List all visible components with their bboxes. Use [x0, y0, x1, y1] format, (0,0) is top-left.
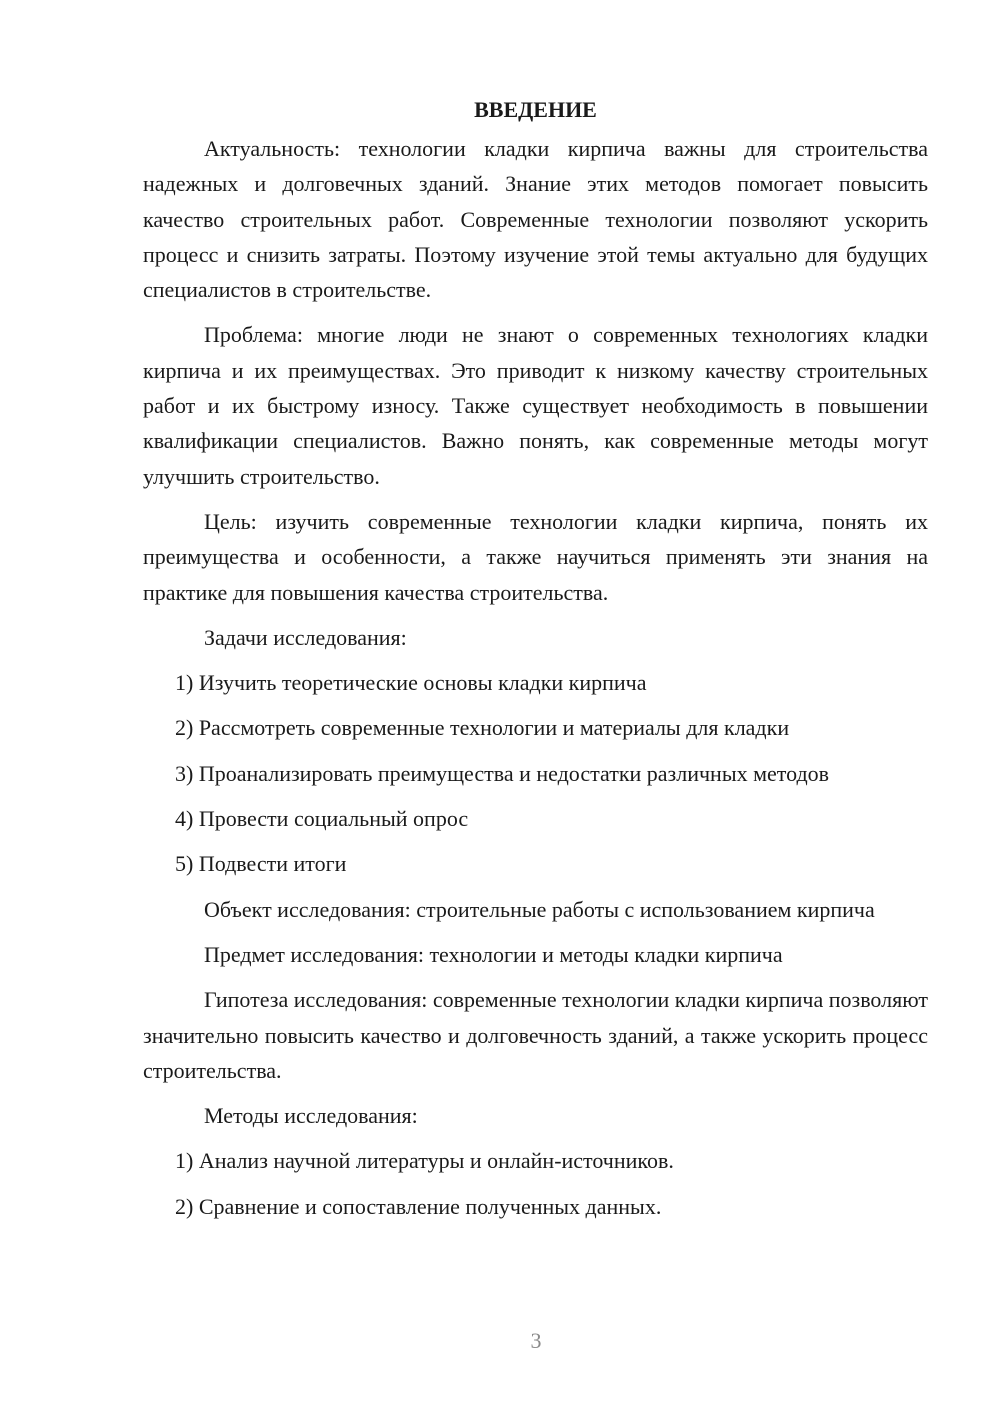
task-item: 3) Проанализировать преимущества и недостатки различных методов	[175, 760, 830, 786]
method-item: 1) Анализ научной литературы и онлайн-источников.	[175, 1148, 674, 1174]
paragraph-hypothesis: Гипотеза исследования: современные технологии кладки кирпича позволяют значительно повысить качество и долговечность зданий, а также ускорить процесс строительства.	[143, 987, 928, 1083]
page-title: ВВЕДЕНИЕ	[474, 97, 597, 122]
paragraph-subject: Предмет исследования: технологии и методы кладки кирпича	[204, 941, 783, 967]
task-item: 1) Изучить теоретические основы кладки кирпича	[175, 670, 647, 696]
paragraph-relevance: Актуальность: технологии кладки кирпича важны для строительства надежных и долговечных зданий. Знание этих методов помогает повысить качество строительных работ. Современные технологии позволяют ускорить процесс и снизить затраты. Поэтому изучение этой темы актуально для будущих специалистов в строительстве.	[143, 136, 928, 303]
tasks-heading: Задачи исследования:	[204, 624, 407, 650]
paragraph-object: Объект исследования: строительные работы с использованием кирпича	[204, 896, 875, 922]
paragraph-problem: Проблема: многие люди не знают о современных технологиях кладки кирпича и их преимуществах. Это приводит к низкому качеству строительных работ и их быстрому износу. Также существует необходимость в повышении квалификации специалистов. Важно понять, как современные методы могут улучшить строительство.	[143, 322, 928, 489]
task-item: 5) Подвести итоги	[175, 851, 347, 877]
task-item: 4) Провести социальный опрос	[175, 806, 469, 832]
paragraph-goal: Цель: изучить современные технологии кладки кирпича, понять их преимущества и особенности, а также научиться применять эти знания на практике для повышения качества строительства.	[143, 508, 928, 605]
task-item: 2) Рассмотреть современные технологии и материалы для кладки	[175, 715, 790, 741]
method-item: 2) Сравнение и сопоставление полученных данных.	[175, 1193, 662, 1219]
page-number: 3	[530, 1328, 542, 1353]
methods-heading: Методы исследования:	[204, 1103, 418, 1129]
document-page	[143, 92, 928, 1234]
